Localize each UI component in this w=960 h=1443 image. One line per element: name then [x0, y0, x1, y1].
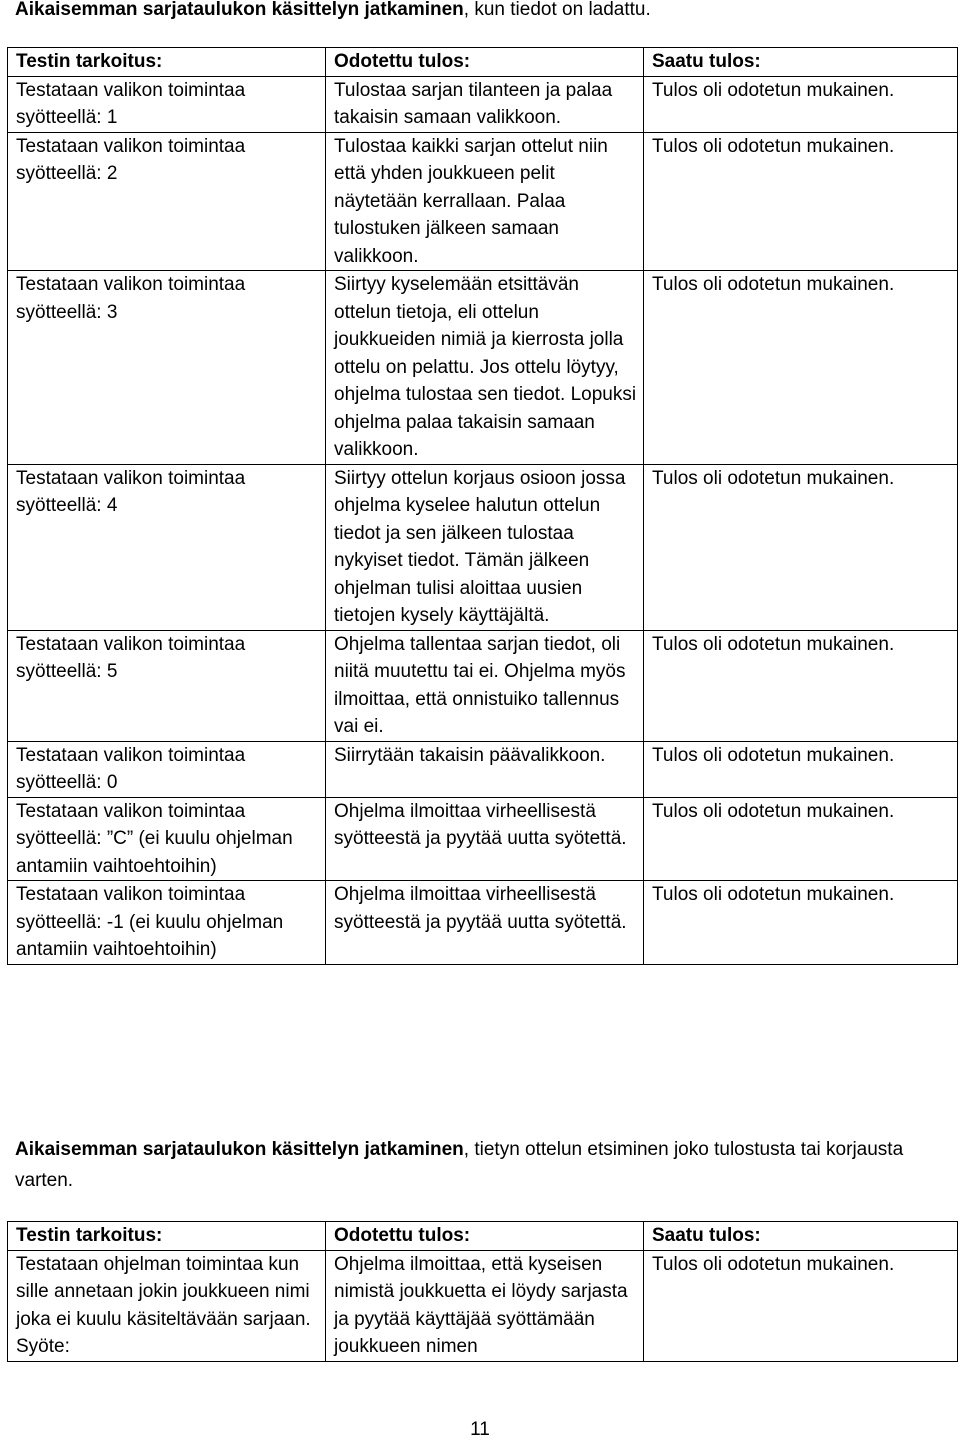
section-heading-2-rest: , tietyn ottelun etsiminen joko tulostusta tai korjausta varten. [15, 1139, 904, 1191]
cell-purpose: Testataan valikon toimintaa syötteellä: 4 [8, 464, 326, 630]
cell-actual: Tulos oli odotetun mukainen. [644, 1250, 958, 1361]
cell-expected: Siirrytään takaisin päävalikkoon. [326, 741, 644, 797]
cell-expected: Tulostaa kaikki sarjan ottelut niin että yhden joukkueen pelit näytetään kerrallaan. Palaa tulostuken jälkeen samaan valikkoon. [326, 132, 644, 271]
table-row [8, 1250, 958, 1361]
page-number: 11 [470, 1419, 490, 1440]
section-heading-1-rest: , kun tiedot on ladattu. [463, 0, 651, 20]
cell-expected: Ohjelma ilmoittaa virheellisestä syötteestä ja pyytää uutta syötettä. [326, 797, 644, 881]
section-heading-1 [15, 0, 915, 25]
cell-actual: Tulos oli odotetun mukainen. [644, 132, 958, 271]
cell-actual: Tulos oli odotetun mukainen. [644, 630, 958, 741]
cell-purpose: Testataan valikon toimintaa syötteellä: 5 [8, 630, 326, 741]
cell-purpose: Testataan valikon toimintaa syötteellä: 1 [8, 76, 326, 132]
cell-expected: Ohjelma tallentaa sarjan tiedot, oli niitä muutettu tai ei. Ohjelma myös ilmoittaa, että onnistuiko tallennus vai ei. [326, 630, 644, 741]
header-actual: Saatu tulos: [644, 1222, 958, 1251]
cell-purpose: Testataan valikon toimintaa syötteellä: 0 [8, 741, 326, 797]
section-heading-2 [15, 1134, 915, 1196]
header-purpose: Testin tarkoitus: [8, 1222, 326, 1251]
cell-expected: Siirtyy kyselemään etsittävän ottelun tietoja, eli ottelun joukkueiden nimiä ja kierrosta jolla ottelu on pelattu. Jos ottelu löytyy, ohjelma tulostaa sen tiedot. Lopuksi ohjelma palaa takaisin samaan valikkoon. [326, 271, 644, 465]
cell-actual: Tulos oli odotetun mukainen. [644, 881, 958, 965]
table-header-row [8, 1222, 958, 1251]
table-row [8, 630, 958, 741]
cell-expected: Siirtyy ottelun korjaus osioon jossa ohjelma kyselee halutun ottelun tiedot ja sen jälkeen tulostaa nykyiset tiedot. Tämän jälkeen ohjelman tulisi aloittaa uusien tietojen kysely käyttäjältä. [326, 464, 644, 630]
cell-actual: Tulos oli odotetun mukainen. [644, 797, 958, 881]
cell-actual: Tulos oli odotetun mukainen. [644, 741, 958, 797]
section-heading-1-bold: Aikaisemman sarjataulukon käsittelyn jatkaminen [15, 0, 464, 20]
cell-expected: Ohjelma ilmoittaa virheellisestä syötteestä ja pyytää uutta syötettä. [326, 881, 644, 965]
table-row [8, 797, 958, 881]
cell-purpose: Testataan valikon toimintaa syötteellä: 2 [8, 132, 326, 271]
header-expected: Odotettu tulos: [326, 48, 644, 77]
cell-actual: Tulos oli odotetun mukainen. [644, 464, 958, 630]
table-row [8, 464, 958, 630]
header-actual: Saatu tulos: [644, 48, 958, 77]
section-heading-2-bold: Aikaisemman sarjataulukon käsittelyn jatkaminen [15, 1139, 464, 1160]
header-expected: Odotettu tulos: [326, 1222, 644, 1251]
test-table-search [7, 1221, 958, 1362]
table-row [8, 881, 958, 965]
cell-expected: Tulostaa sarjan tilanteen ja palaa takaisin samaan valikkoon. [326, 76, 644, 132]
cell-actual: Tulos oli odotetun mukainen. [644, 271, 958, 465]
table-header-row [8, 48, 958, 77]
table-row [8, 271, 958, 465]
table-row [8, 741, 958, 797]
cell-actual: Tulos oli odotetun mukainen. [644, 76, 958, 132]
cell-purpose: Testataan valikon toimintaa syötteellä: -1 (ei kuulu ohjelman antamiin vaihtoehtoihin) [8, 881, 326, 965]
cell-purpose: Testataan valikon toimintaa syötteellä: ”C” (ei kuulu ohjelman antamiin vaihtoehtoihin) [8, 797, 326, 881]
test-table-menu [7, 47, 958, 965]
table-row [8, 132, 958, 271]
cell-purpose: Testataan ohjelman toimintaa kun sille annetaan jokin joukkueen nimi joka ei kuulu käsiteltävään sarjaan. Syöte: [8, 1250, 326, 1361]
header-purpose: Testin tarkoitus: [8, 48, 326, 77]
cell-purpose: Testataan valikon toimintaa syötteellä: 3 [8, 271, 326, 465]
cell-expected: Ohjelma ilmoittaa, että kyseisen nimistä joukkuetta ei löydy sarjasta ja pyytää käyttäjää syöttämään joukkueen nimen [326, 1250, 644, 1361]
table-row [8, 76, 958, 132]
